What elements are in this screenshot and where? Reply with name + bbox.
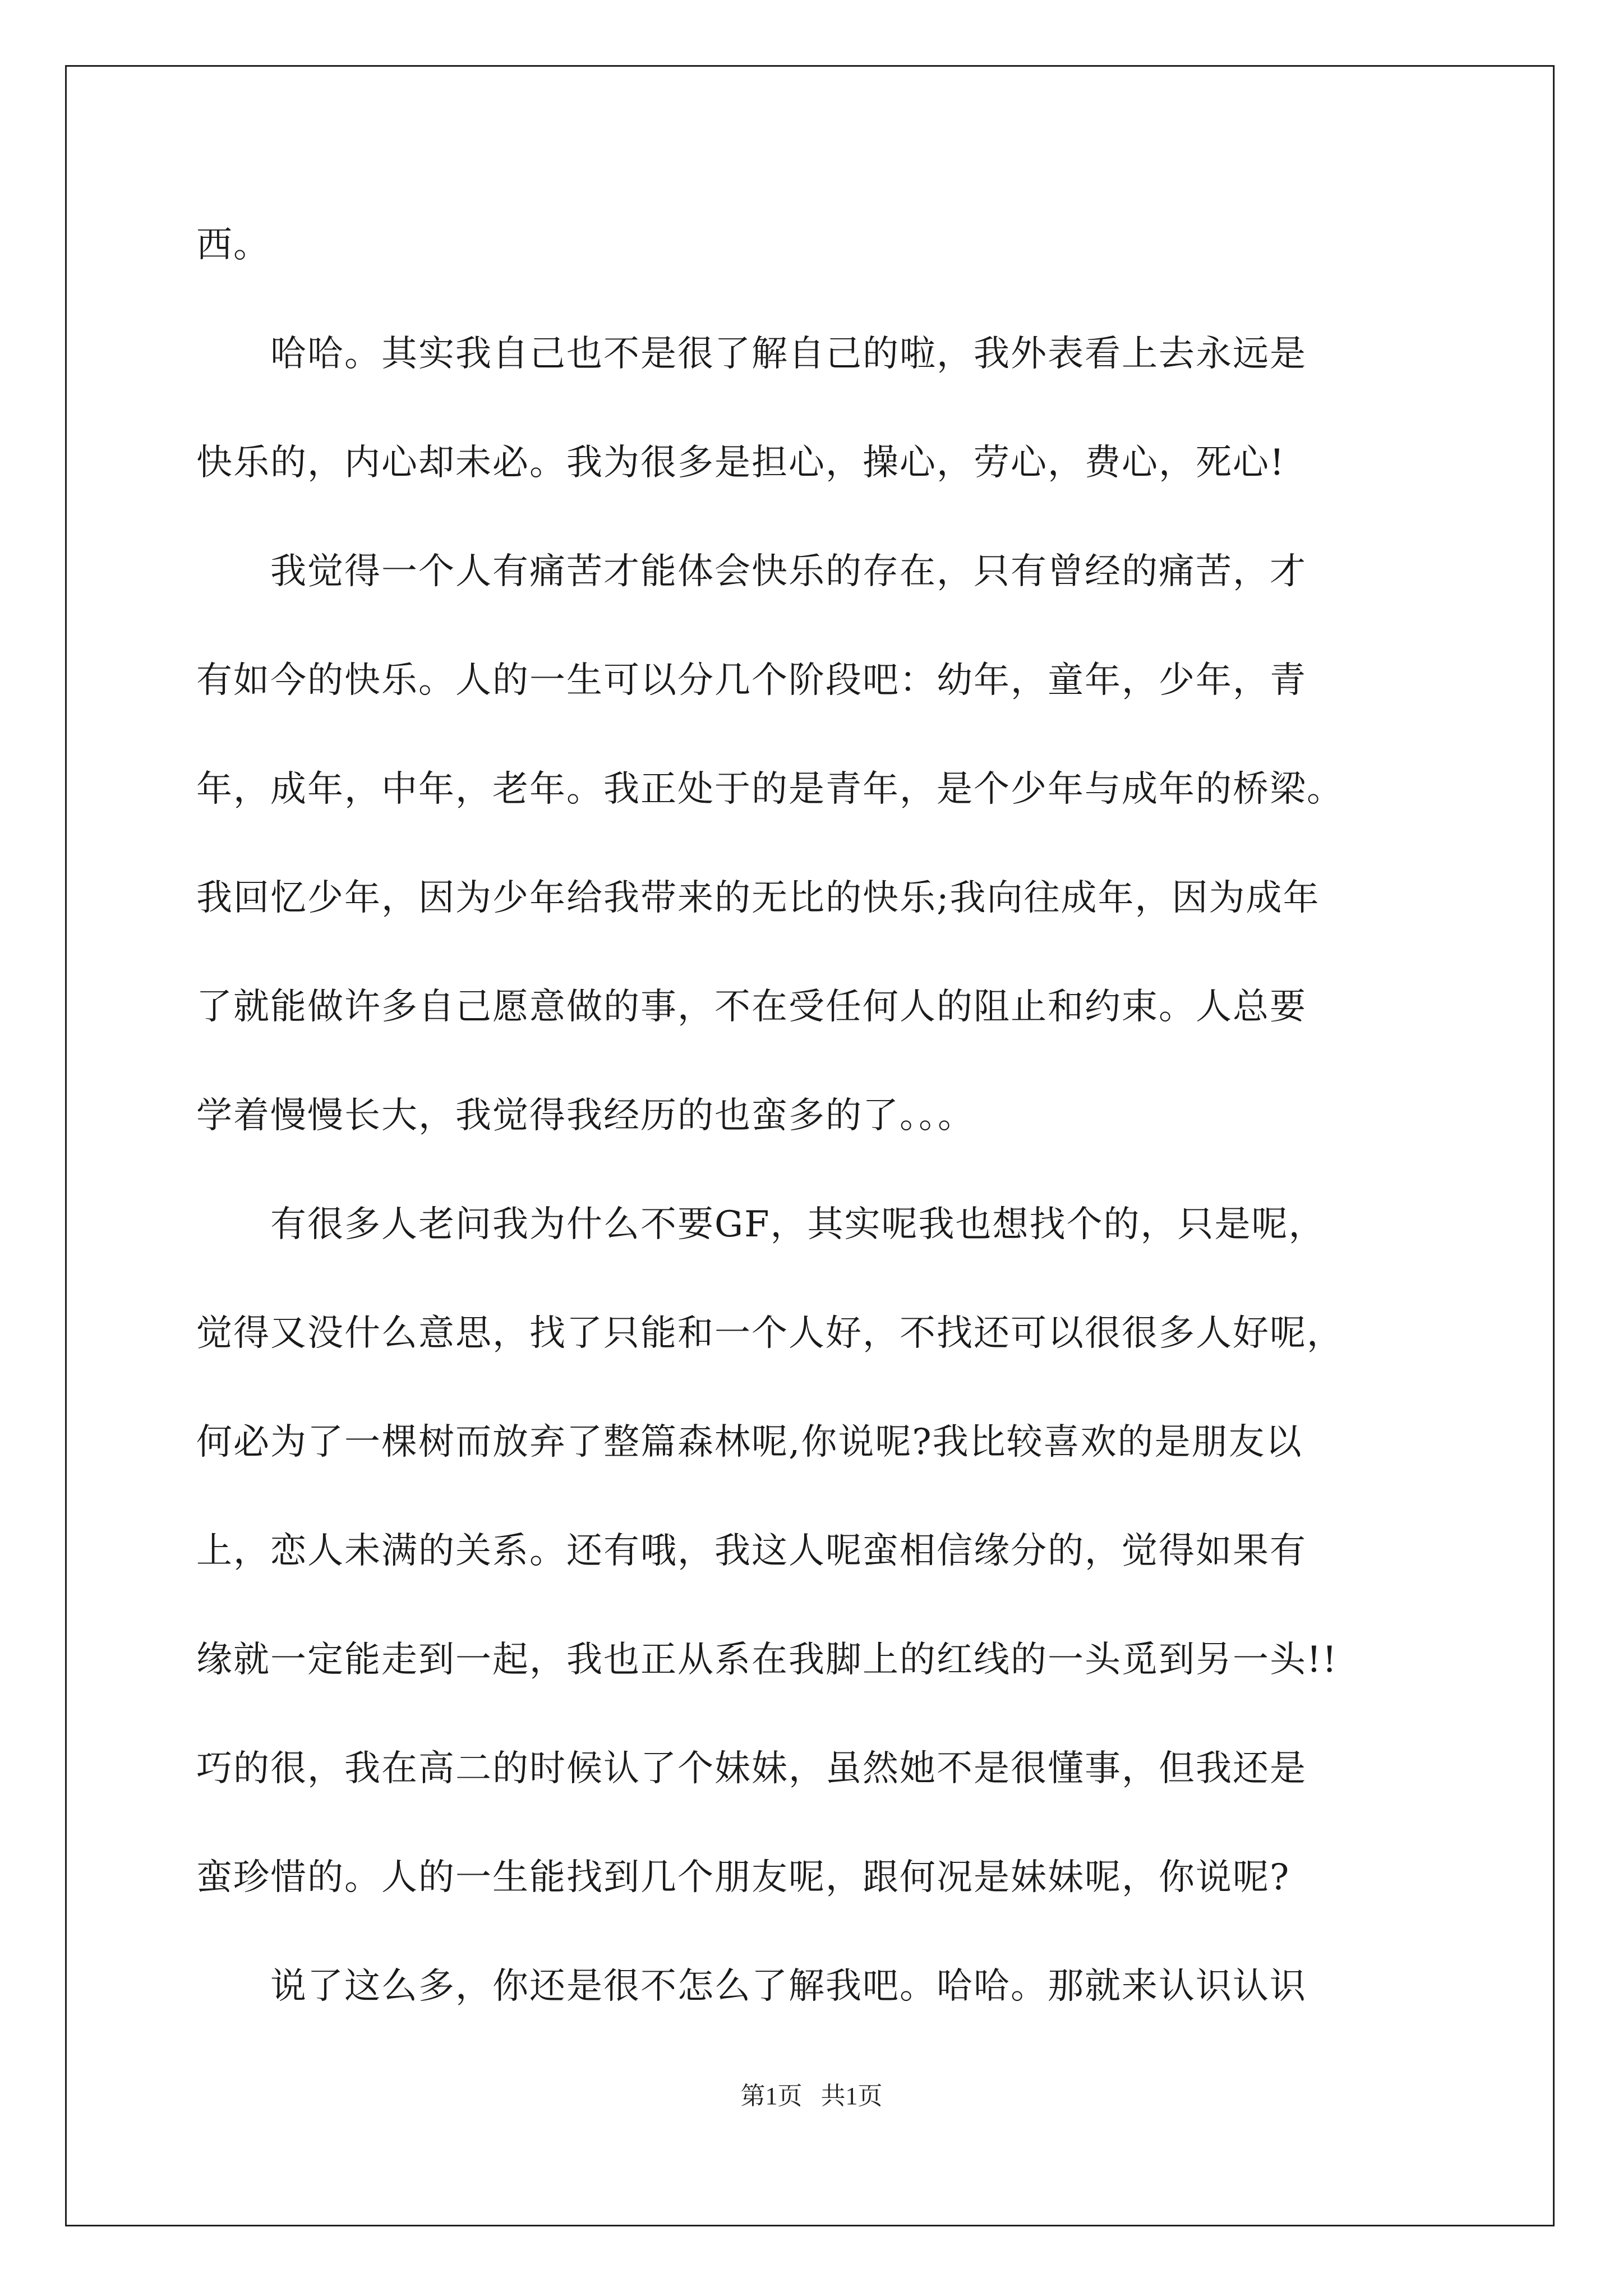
text-line: 哈哈。其实我自己也不是很了解自己的啦，我外表看上去永远是 — [196, 333, 1307, 375]
text-line: 我觉得一个人有痛苦才能体会快乐的存在，只有曾经的痛苦，才 — [196, 551, 1307, 592]
text-line: 何必为了一棵树而放弃了整篇森林呢,你说呢?我比较喜欢的是朋友以 — [196, 1421, 1303, 1463]
text-line: 觉得又没什么意思，找了只能和一个人好，不找还可以很很多人好呢， — [196, 1313, 1344, 1354]
text-line: 缘就一定能走到一起，我也正从系在我脚上的红线的一头觅到另一头!! — [196, 1639, 1338, 1681]
text-line: 巧的很，我在高二的时候认了个妹妹，虽然她不是很懂事，但我还是 — [196, 1748, 1307, 1789]
text-line: 我回忆少年，因为少年给我带来的无比的快乐;我向往成年，因为成年 — [196, 877, 1320, 919]
text-line: 说了这么多，你还是很不怎么了解我吧。哈哈。那就来认识认识 — [196, 1966, 1307, 2007]
page-footer: 第1页 共1页 — [740, 2082, 883, 2110]
text-line: 西。 — [196, 224, 270, 266]
document-body — [196, 191, 1486, 2041]
text-line: 了就能做许多自己愿意做的事，不在受任何人的阻止和约束。人总要 — [196, 986, 1307, 1028]
text-line: 快乐的，内心却未必。我为很多是担心，操心，劳心，费心，死心! — [196, 442, 1285, 484]
text-line: 上，恋人未满的关系。还有哦，我这人呢蛮相信缘分的，觉得如果有 — [196, 1530, 1307, 1572]
text-line: 年，成年，中年，老年。我正处于的是青年，是个少年与成年的桥梁。 — [196, 769, 1344, 810]
text-line: 有很多人老问我为什么不要GF，其实呢我也想找个的，只是呢， — [196, 1204, 1326, 1245]
text-line: 蛮珍惜的。人的一生能找到几个朋友呢，跟何况是妹妹呢，你说呢? — [196, 1857, 1290, 1898]
text-line: 有如今的快乐。人的一生可以分几个阶段吧：幼年，童年，少年，青 — [196, 660, 1307, 701]
text-line: 学着慢慢长大，我觉得我经历的也蛮多的了。。。 — [196, 1095, 975, 1137]
